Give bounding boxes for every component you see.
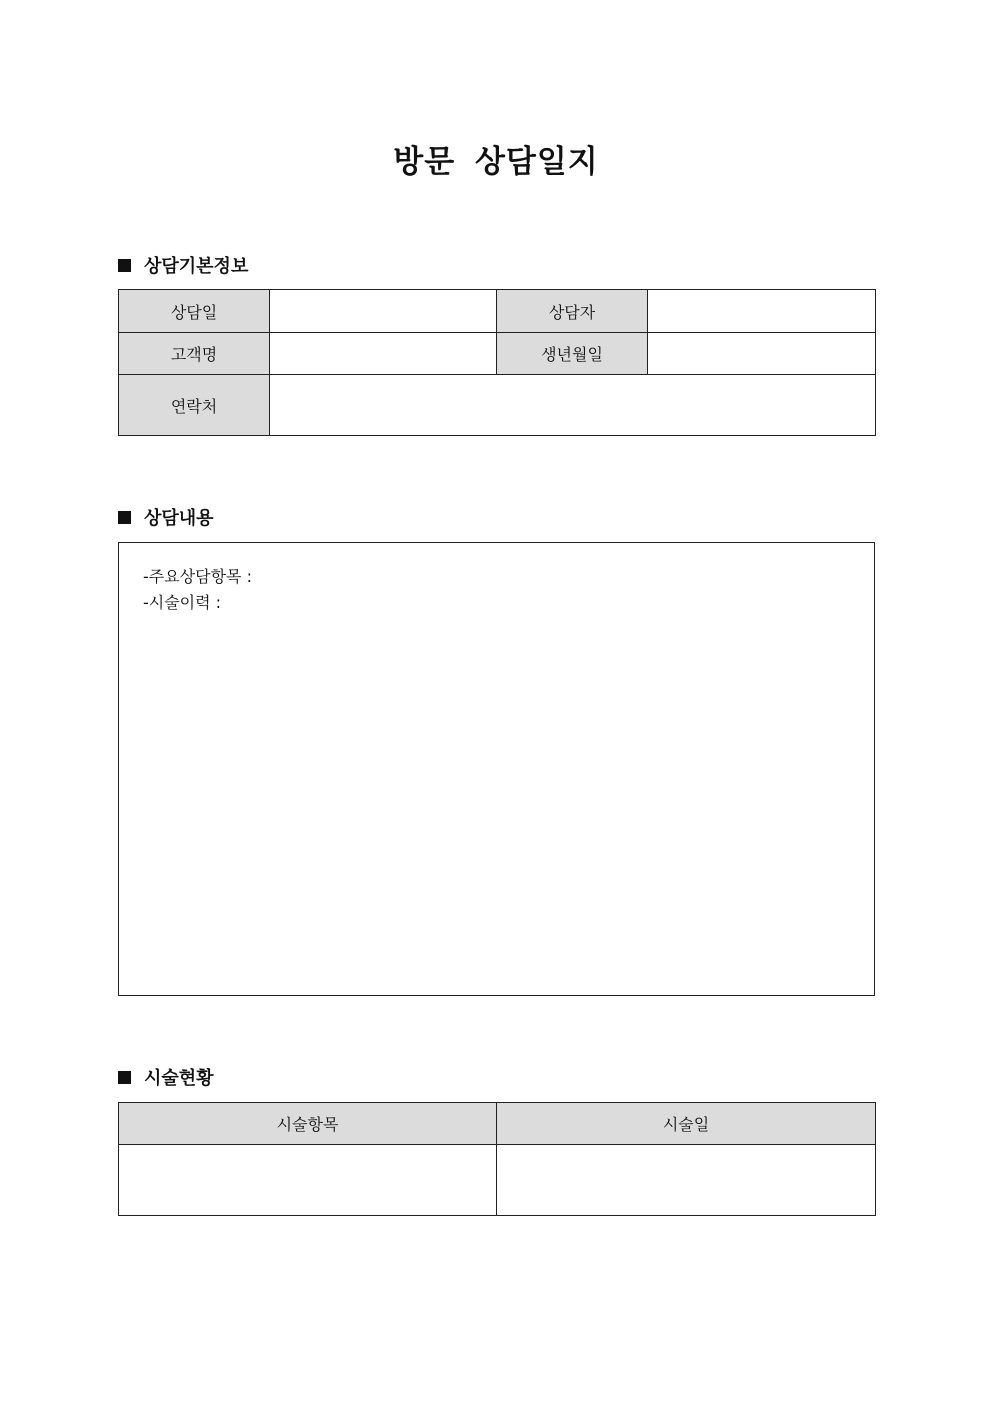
section-heading-label: 상담내용 bbox=[144, 508, 214, 529]
contact-label: 연락처 bbox=[119, 375, 270, 436]
section-heading-consult-content bbox=[118, 505, 214, 529]
consult-notes-box[interactable] bbox=[118, 542, 875, 996]
table-row bbox=[119, 375, 876, 436]
procedure-item-header: 시술항목 bbox=[119, 1103, 497, 1145]
procedure-date-header: 시술일 bbox=[497, 1103, 876, 1145]
procedure-history-line: -시술이력 : bbox=[143, 593, 222, 612]
main-consult-items-line: -주요상담항목 : bbox=[143, 567, 252, 586]
consult-date-field[interactable] bbox=[270, 290, 497, 333]
procedure-date-field[interactable] bbox=[497, 1145, 876, 1216]
counselor-label: 상담자 bbox=[497, 290, 648, 333]
contact-field[interactable] bbox=[270, 375, 876, 436]
table-row bbox=[119, 1145, 876, 1216]
section-heading-basic-info bbox=[118, 253, 248, 277]
table-row bbox=[119, 333, 876, 375]
basic-info-table bbox=[118, 289, 876, 436]
counselor-field[interactable] bbox=[648, 290, 876, 333]
square-bullet-icon bbox=[118, 511, 131, 524]
birth-date-field[interactable] bbox=[648, 333, 876, 375]
consult-date-label: 상담일 bbox=[119, 290, 270, 333]
section-heading-label: 시술현황 bbox=[144, 1068, 214, 1089]
customer-name-field[interactable] bbox=[270, 333, 497, 375]
section-heading-procedure-status bbox=[118, 1065, 214, 1089]
customer-name-label: 고객명 bbox=[119, 333, 270, 375]
section-heading-label: 상담기본정보 bbox=[144, 256, 249, 277]
square-bullet-icon bbox=[118, 259, 131, 272]
procedure-status-table bbox=[118, 1102, 876, 1216]
page-title: 방문 상담일지 bbox=[393, 144, 599, 180]
birth-date-label: 생년월일 bbox=[497, 333, 648, 375]
table-row bbox=[119, 290, 876, 333]
procedure-item-field[interactable] bbox=[119, 1145, 497, 1216]
table-header-row bbox=[119, 1103, 876, 1145]
square-bullet-icon bbox=[118, 1071, 131, 1084]
